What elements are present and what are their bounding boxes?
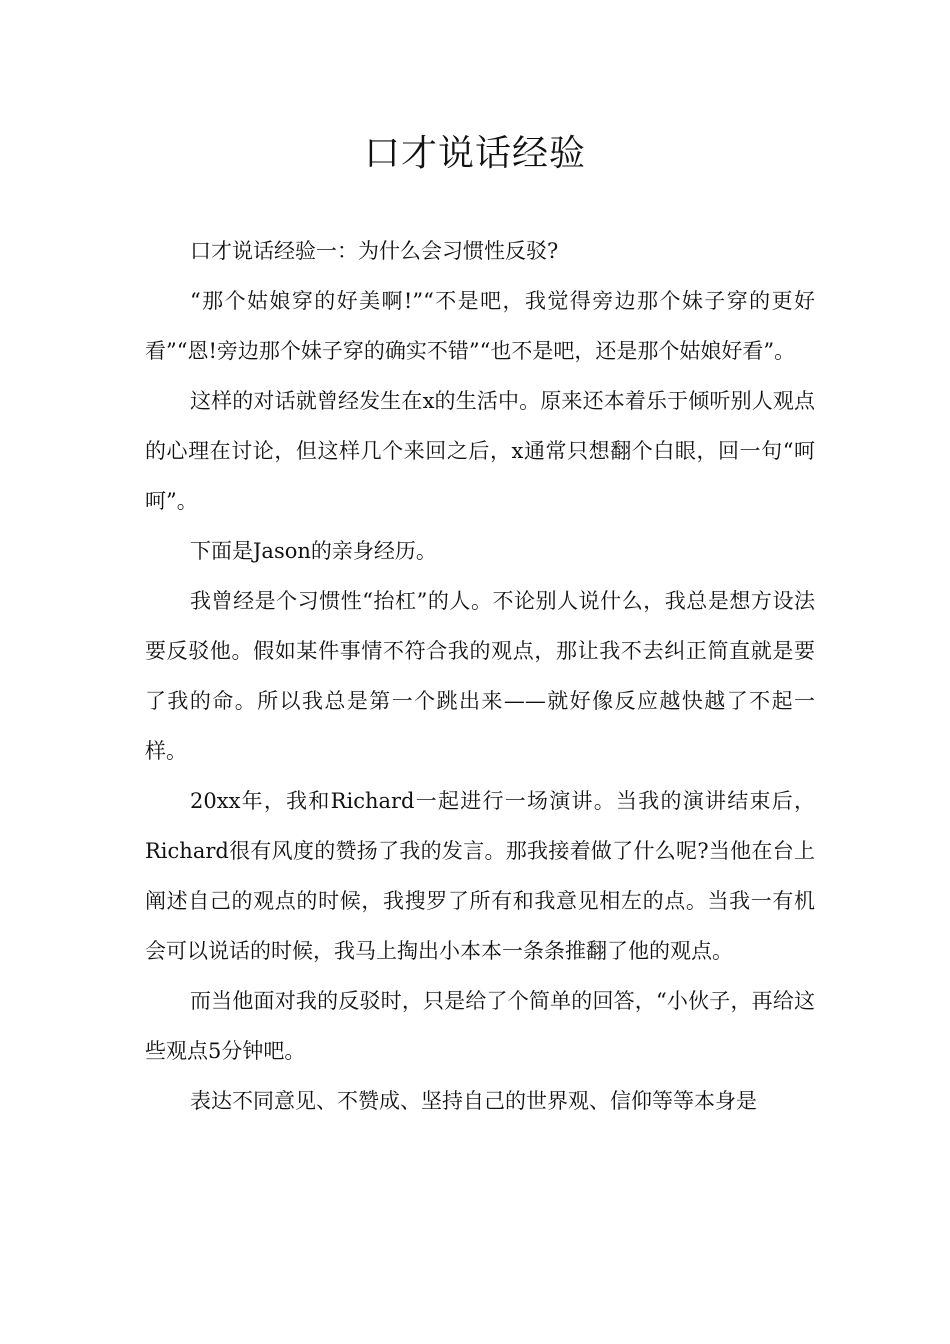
paragraph: 而当他面对我的反驳时，只是给了个简单的回答，“小伙子，再给这些观点5分钟吧。 — [145, 989, 815, 1063]
document-body — [145, 226, 815, 1126]
paragraph: 我曾经是个习惯性“抬杠”的人。不论别人说什么，我总是想方设法要反驳他。假如某件事情不符合我的观点，那让我不去纠正简直就是要了我的命。所以我总是第一个跳出来——就好像反应越快越了不起一样。 — [145, 589, 815, 763]
paragraph: 这样的对话就曾经发生在x的生活中。原来还本着乐于倾听别人观点的心理在讨论，但这样几个来回之后，x通常只想翻个白眼，回一句“呵呵”。 — [145, 389, 815, 513]
paragraph: 下面是Jason的亲身经历。 — [190, 539, 437, 563]
paragraph: 20xx年，我和Richard一起进行一场演讲。当我的演讲结束后，Richard很有风度的赞扬了我的发言。那我接着做了什么呢?当他在台上阐述自己的观点的时候，我搜罗了所有和我意见相左的点。当我一有机会可以说话的时候，我马上掏出小本本一条条推翻了他的观点。 — [145, 789, 815, 963]
document-title: 口才说话经验 — [363, 133, 586, 174]
paragraph: “那个姑娘穿的好美啊!”“不是吧，我觉得旁边那个妹子穿的更好看”“恩!旁边那个妹子穿的确实不错”“也不是吧，还是那个姑娘好看”。 — [145, 289, 815, 363]
paragraph: 口才说话经验一：为什么会习惯性反驳? — [190, 239, 559, 263]
paragraph: 表达不同意见、不赞成、坚持自己的世界观、信仰等等本身是 — [190, 1089, 757, 1113]
